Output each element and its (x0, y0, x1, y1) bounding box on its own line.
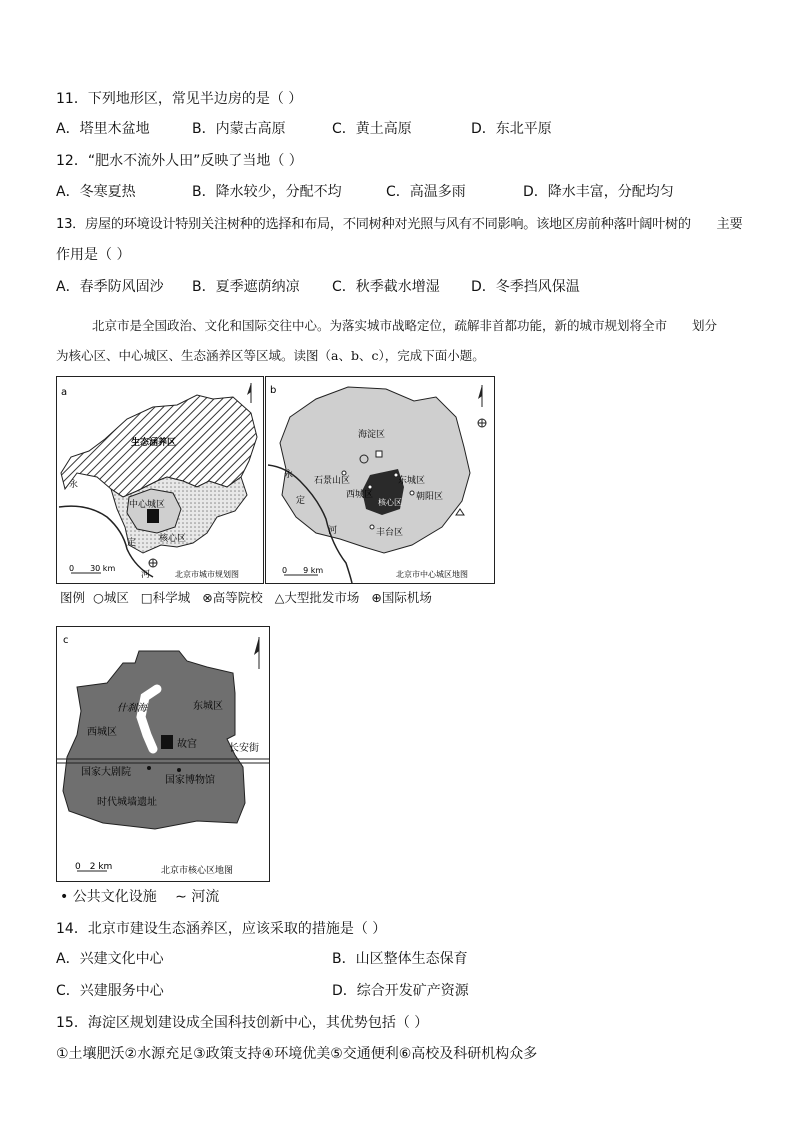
passage-line1: 北京市是全国政治、文化和国际交往中心。为落实城市战略定位，疏解非首都功能，新的城市规划将全市 划分 (92, 318, 718, 333)
north-arrow-icon (247, 383, 251, 403)
q13-option-b: B．夏季遮荫纳凉 (192, 279, 300, 295)
river-char-2: 定 (127, 538, 137, 548)
wholesale-market-icon (456, 509, 464, 515)
urban-district-icon: ○ (93, 590, 104, 605)
shijingshan-label: 石景山区 (314, 476, 351, 486)
q12-option-b: B．降水较少，分配不均 (192, 184, 342, 200)
science-city-icon (376, 451, 382, 457)
q13-stem-line2: 作用是（ ） (56, 247, 131, 263)
q11-stem: 11．下列地形区，常见半边房的是（ ） (56, 91, 303, 107)
map-b-letter: b (270, 385, 277, 396)
q14-option-c: C．兴建服务中心 (56, 983, 164, 999)
gugong-mark (161, 735, 173, 749)
legend-item-river: 河流 (191, 889, 220, 905)
q13-option-a: A．春季防风固沙 (56, 279, 164, 295)
map-b-center-city (265, 376, 495, 584)
legend-item-wholesale: 大型批发市场 (284, 590, 360, 605)
q12-option-c: C．高温多雨 (386, 184, 466, 200)
dongcheng-label: 东城区 (398, 476, 426, 486)
legend-item-airport: 国际机场 (381, 590, 432, 605)
map-c-scale: 0 2 km (75, 862, 113, 872)
facility-dot-icon: • (60, 889, 69, 905)
airport-icon (149, 559, 157, 567)
q11-option-c: C．黄土高原 (332, 121, 412, 137)
q14-option-a: A．兴建文化中心 (56, 951, 164, 967)
north-arrow-icon (478, 385, 482, 407)
q14-option-b: B．山区整体生态保育 (332, 951, 468, 967)
science-city-icon: □ (140, 590, 153, 605)
river-char-2: 定 (296, 496, 306, 506)
river-char-3: 河 (328, 526, 338, 536)
legend-item-science-city: 科学城 (152, 590, 191, 605)
map-a-planning (56, 376, 264, 584)
dongcheng-label: 东城区 (193, 701, 223, 712)
q14-option-d: D．综合开发矿产资源 (332, 983, 469, 999)
map-b-scale: 0 9 km (282, 566, 324, 575)
q12-option-a: A．冬寒夏热 (56, 184, 136, 200)
north-arrow-icon (254, 637, 259, 669)
q11-option-a: A．塔里木盆地 (56, 121, 150, 137)
changan-label: 长安街 (229, 743, 259, 754)
map-legend-c (60, 886, 219, 906)
q15-choices: ①土壤肥沃②水源充足③政策支持④环境优美⑤交通便利⑥高校及科研机构众多 (56, 1046, 538, 1062)
map-c-caption: 北京市核心区地图 (161, 866, 234, 876)
center-city-area (280, 387, 470, 553)
haidian-label: 海淀区 (358, 430, 386, 440)
wholesale-market-icon: △ (274, 590, 285, 605)
shichahai-label: 什刹海 (117, 703, 147, 714)
core-label: 核心区 (378, 498, 402, 507)
ruins-label: 时代城墙遗址 (97, 797, 157, 808)
q15-stem: 15．海淀区规划建设成全国科技创新中心，其优势包括（ ） (56, 1015, 429, 1031)
q12-option-d: D．降水丰富，分配均匀 (523, 184, 674, 200)
map-b-caption: 北京市中心城区地图 (396, 570, 468, 579)
museum-label: 国家博物馆 (165, 775, 215, 786)
theatre-label: 国家大剧院 (81, 767, 131, 778)
university-icon: ⊗ (202, 590, 213, 605)
urban-district-icon (342, 471, 346, 475)
map-c-core (56, 626, 270, 882)
xicheng-label: 西城区 (346, 490, 374, 500)
river-char-1: 永 (69, 480, 79, 490)
eco-zone-label: 生态涵养区 (131, 438, 177, 448)
q11-option-d: D．东北平原 (471, 121, 552, 137)
q14-stem: 14．北京市建设生态涵养区，应该采取的措施是（ ） (56, 921, 387, 937)
q13-stem-line1: 13．房屋的环境设计特别关注树种的选择和布局，不同树种对光照与风有不同影响。该地区房前种落叶阔叶树的 主要 (56, 217, 743, 232)
legend-title: 图例 (60, 590, 86, 605)
urban-district-icon (410, 491, 414, 495)
core-area (147, 509, 159, 523)
q13-option-c: C．秋季截水增湿 (332, 279, 440, 295)
chaoyang-label: 朝阳区 (416, 492, 444, 502)
q12-stem: 12．“肥水不流外人田”反映了当地（ ） (56, 153, 303, 169)
urban-district-icon (368, 485, 372, 489)
legend-item-urban: 城区 (103, 590, 129, 605)
map-a-scale: 0 30 km (69, 564, 116, 573)
facility-dot (177, 768, 181, 772)
urban-district-icon (370, 525, 374, 529)
map-a-letter: a (61, 387, 68, 398)
xicheng-label: 西城区 (87, 727, 117, 738)
core-label: 核心区 (159, 534, 187, 544)
gugong-label: 故宫 (177, 739, 197, 750)
river-char-1: 永 (284, 470, 294, 480)
urban-district-icon (394, 473, 398, 477)
legend-item-facility: 公共文化设施 (72, 889, 157, 905)
river-char-3: 河 (141, 570, 151, 580)
q13-option-d: D．冬季挡风保温 (471, 279, 580, 295)
passage-line2: 为核心区、中心城区、生态涵养区等区域。读图（a、b、c），完成下面小题。 (56, 348, 485, 363)
river-icon: ∼ (175, 889, 187, 905)
legend-item-university: 高等院校 (212, 590, 263, 605)
map-a-caption: 北京市城市规划图 (175, 570, 239, 579)
fengtai-label: 丰台区 (376, 528, 404, 538)
map-c-letter: c (63, 635, 69, 646)
airport-icon (478, 419, 486, 427)
facility-dot (147, 766, 151, 770)
airport-icon: ⊕ (371, 590, 382, 605)
center-city-label: 中心城区 (129, 500, 166, 510)
q11-option-b: B．内蒙古高原 (192, 121, 286, 137)
map-legend-ab (60, 588, 432, 606)
